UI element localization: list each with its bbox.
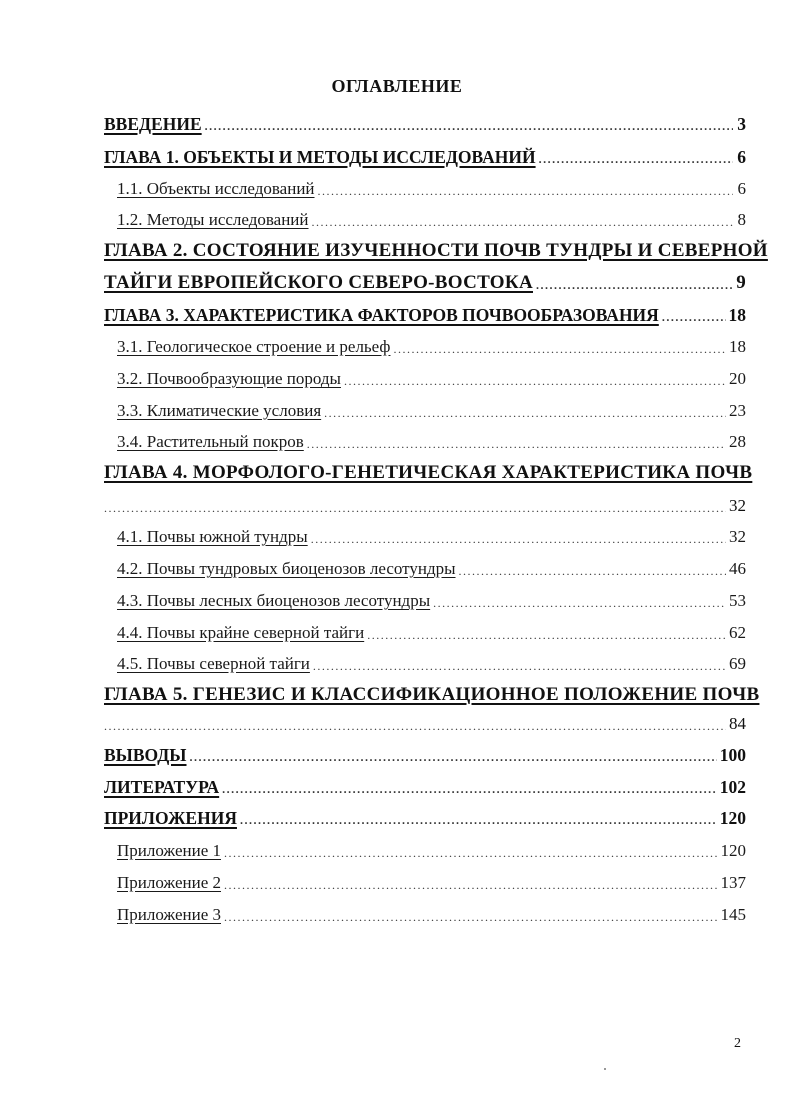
- toc-entry-label[interactable]: 4.2. Почвы тундровых биоценозов лесотундры: [117, 559, 456, 578]
- toc-entry-section-4-4[interactable]: [117, 613, 746, 643]
- toc-entry-chapter-2-continued[interactable]: [104, 263, 746, 293]
- toc-entry-label[interactable]: 3.3. Климатические условия: [117, 401, 322, 420]
- toc-entry-section-3-1[interactable]: [117, 327, 746, 357]
- toc-heading: ОГЛАВЛЕНИЕ: [331, 76, 463, 96]
- toc-entry-label[interactable]: Приложение 2: [117, 873, 221, 892]
- toc-entry-label[interactable]: ГЛАВА 1. ОБЪЕКТЫ И МЕТОДЫ ИССЛЕДОВАНИЙ: [104, 147, 536, 167]
- toc-entry-page: 9: [736, 272, 746, 293]
- toc-entry-label[interactable]: ВЫВОДЫ: [104, 745, 187, 765]
- toc-entry-label[interactable]: Приложение 3: [117, 905, 221, 924]
- leader-dots: [318, 184, 733, 199]
- toc-entry-chapter-4[interactable]: [104, 453, 753, 483]
- toc-entry-label[interactable]: ГЛАВА 2. СОСТОЯНИЕ ИЗУЧЕННОСТИ ПОЧВ ТУНДРЫ И СЕВЕРНОЙ: [104, 240, 768, 261]
- toc-entry-label[interactable]: ПРИЛОЖЕНИЯ: [104, 808, 237, 828]
- toc-entry-page: 32: [729, 496, 746, 515]
- toc-entry-section-4-1[interactable]: [117, 517, 746, 547]
- toc-entry-conclusions[interactable]: [104, 735, 746, 765]
- toc-entry-page: 53: [729, 591, 746, 610]
- toc-entry-page: 120: [720, 841, 746, 860]
- toc-entry-page: 32: [729, 527, 746, 546]
- leader-dots: [662, 310, 726, 325]
- leader-dots: [367, 628, 726, 643]
- leader-dots: [224, 910, 718, 925]
- toc-entry-page: 84: [729, 714, 746, 733]
- toc-entry-appendix-2[interactable]: [117, 863, 746, 893]
- leader-dots: [205, 119, 733, 134]
- leader-dots: [224, 846, 718, 861]
- toc-entry-section-1-2[interactable]: [117, 200, 746, 230]
- leader-dots: [313, 659, 726, 674]
- leader-dots: [344, 374, 726, 389]
- toc-entry-label[interactable]: 3.2. Почвообразующие породы: [117, 369, 341, 388]
- leader-dots: [240, 813, 717, 828]
- toc-entry-chapter-5-page-line[interactable]: [104, 704, 746, 734]
- toc-entry-page: 46: [729, 559, 746, 578]
- toc-entry-label[interactable]: 4.4. Почвы крайне северной тайги: [117, 623, 365, 642]
- toc-entry-page: 102: [719, 777, 746, 797]
- toc-entry-page: 8: [737, 210, 746, 229]
- toc-entry-label[interactable]: ЛИТЕРАТУРА: [104, 777, 220, 797]
- toc-entry-section-3-4[interactable]: [117, 422, 746, 452]
- toc-entry-label[interactable]: 4.5. Почвы северной тайги: [117, 654, 310, 673]
- leader-dots: [433, 596, 726, 611]
- toc-entry-label[interactable]: ГЛАВА 3. ХАРАКТЕРИСТИКА ФАКТОРОВ ПОЧВООБРАЗОВАНИЯ: [104, 305, 659, 325]
- toc-entry-appendices[interactable]: [104, 798, 746, 828]
- toc-entry-page: 18: [729, 337, 746, 356]
- toc-entry-label[interactable]: 1.2. Методы исследований: [117, 210, 309, 229]
- leader-dots: [324, 406, 726, 421]
- toc-entry-page: 6: [737, 179, 746, 198]
- toc-entry-section-4-2[interactable]: [117, 549, 746, 579]
- toc-entry-section-4-5[interactable]: [117, 644, 746, 674]
- toc-entry-page: 145: [720, 905, 746, 924]
- leader-dots: [104, 719, 726, 734]
- toc-entry-label[interactable]: ГЛАВА 5. ГЕНЕЗИС И КЛАССИФИКАЦИОННОЕ ПОЛОЖЕНИЕ ПОЧВ: [104, 684, 760, 705]
- toc-entry-label[interactable]: 3.4. Растительный покров: [117, 432, 304, 451]
- toc-entry-label[interactable]: 4.1. Почвы южной тундры: [117, 527, 308, 546]
- toc-entry-label[interactable]: ГЛАВА 4. МОРФОЛОГО-ГЕНЕТИЧЕСКАЯ ХАРАКТЕРИСТИКА ПОЧВ: [104, 462, 753, 483]
- toc-entry-page: 100: [719, 745, 746, 765]
- toc-entry-page: 23: [729, 401, 746, 420]
- leader-dots: [190, 750, 717, 765]
- toc-entry-page: 137: [720, 873, 746, 892]
- toc-entry-page: 20: [729, 369, 746, 388]
- leader-dots: [222, 782, 717, 797]
- toc-entry-label[interactable]: ВВЕДЕНИЕ: [104, 114, 202, 134]
- toc-entry-references[interactable]: [104, 767, 746, 797]
- toc-entry-section-4-3[interactable]: [117, 581, 746, 611]
- scan-speck: [604, 1068, 606, 1070]
- toc-entry-introduction[interactable]: [104, 104, 746, 134]
- leader-dots: [104, 501, 726, 516]
- leader-dots: [312, 215, 733, 230]
- toc-entry-label[interactable]: 4.3. Почвы лесных биоценозов лесотундры: [117, 591, 431, 610]
- toc-entry-chapter-4-page-line[interactable]: [104, 486, 746, 516]
- toc-entry-page: 69: [729, 654, 746, 673]
- toc-entry-page: 28: [729, 432, 746, 451]
- toc-entry-section-3-2[interactable]: [117, 359, 746, 389]
- toc-entry-page: 6: [737, 147, 746, 167]
- toc-entry-appendix-1[interactable]: [117, 831, 746, 861]
- toc-entry-section-3-3[interactable]: [117, 391, 746, 421]
- toc-entry-label[interactable]: ТАЙГИ ЕВРОПЕЙСКОГО СЕВЕРО-ВОСТОКА: [104, 272, 533, 293]
- leader-dots: [311, 532, 726, 547]
- toc-entry-page: 62: [729, 623, 746, 642]
- leader-dots: [393, 342, 726, 357]
- toc-entry-label[interactable]: 1.1. Объекты исследований: [117, 179, 315, 198]
- toc-entry-chapter-3[interactable]: [104, 295, 746, 325]
- leader-dots: [536, 278, 733, 293]
- leader-dots: [224, 878, 718, 893]
- toc-entry-appendix-3[interactable]: [117, 895, 746, 925]
- leader-dots: [459, 564, 726, 579]
- toc-entry-page: 18: [728, 305, 746, 325]
- leader-dots: [539, 152, 733, 167]
- toc-entry-label[interactable]: Приложение 1: [117, 841, 221, 860]
- leader-dots: [307, 437, 726, 452]
- toc-entry-page: 120: [719, 808, 746, 828]
- toc-entry-chapter-2[interactable]: [104, 231, 768, 261]
- toc-entry-chapter-1[interactable]: [104, 137, 746, 167]
- toc-entry-label[interactable]: 3.1. Геологическое строение и рельеф: [117, 337, 391, 356]
- toc-entry-section-1-1[interactable]: [117, 169, 746, 199]
- page-number: 2: [734, 1036, 741, 1051]
- toc-entry-chapter-5[interactable]: [104, 675, 760, 705]
- toc-entry-page: 3: [737, 114, 746, 134]
